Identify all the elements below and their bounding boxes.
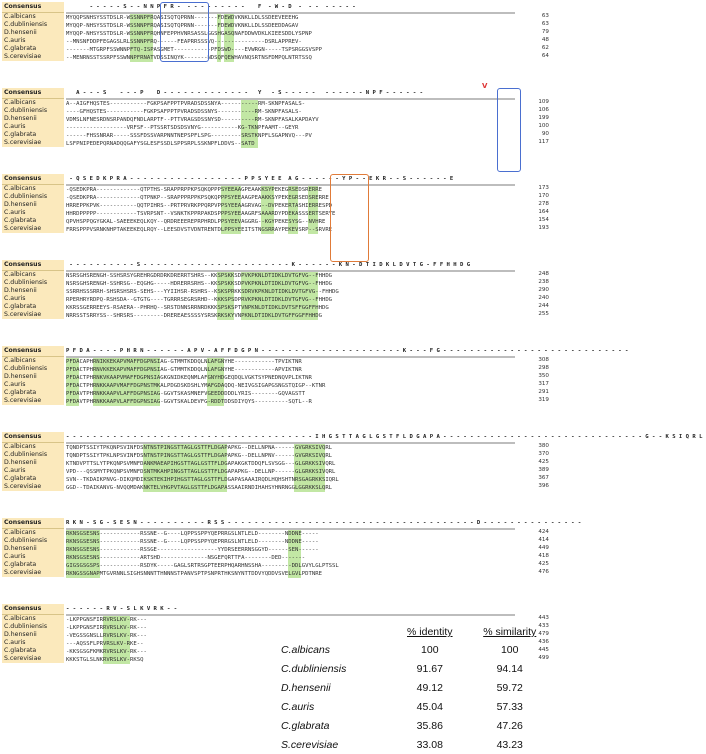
- similarity-col-header: % similarity: [483, 626, 537, 638]
- sequence-row: NRRSSTSRRYSS--SHRSRS---------DREREAESSSSYSRSKRKSKYVNPKNLDTIDKLDVTGFFGGFFHHDG: [66, 313, 322, 319]
- sequence-row: NSRSGHSRENGH-SSHRSG--EQGHG-----HDRERRSRHS--KKSPSKKSDPVKPKNLDTIDKLDVTGFVG--FHHDG: [66, 281, 333, 287]
- position-number: 248: [538, 271, 549, 277]
- species-label: D.hensenii: [4, 287, 37, 294]
- position-number: 449: [538, 545, 549, 551]
- position-numbers: [519, 432, 549, 490]
- species-label: C.auris: [4, 381, 26, 388]
- species-label: D.hensenii: [4, 201, 37, 208]
- consensus-label: Consensus: [2, 174, 64, 185]
- similarity-value: 100: [500, 643, 519, 656]
- sequence-row: ----GFHQSTES-----------FGKPSAFPPTPVRADSDSSNYS-----------RM-SKNPFASALS-: [66, 109, 302, 115]
- species-label: S.cerevisiae: [4, 139, 42, 146]
- species-labels: [2, 346, 64, 405]
- position-number: 436: [538, 639, 549, 645]
- species-labels: [2, 88, 64, 147]
- position-number: 424: [538, 529, 549, 535]
- position-number: 443: [538, 615, 549, 621]
- sequence-row: GGD--TDAIKANVG-NVQQMDAKNKTELVHGPVTAGLGSTTFLDGAPASSAAIRNDIHAHSYHNRNGGLGGRKKSLQRL: [66, 485, 333, 491]
- species-labels: [2, 604, 64, 663]
- species-label: C.dubliniensis: [4, 623, 48, 630]
- consensus-sequence: - - - - - - - - - - - - - - - - - - - - - - - - - - - - - - - - - - - - - I H G S T T A G L G S T F L D G A P A - - - - - - - - - - - - - - - - - - - - - - - - - - - - - - G - - K S I Q R L: [66, 434, 706, 440]
- species-name: C.albicans: [281, 643, 331, 656]
- species-label: D.hensenii: [4, 373, 37, 380]
- species-name: C.auris: [281, 700, 315, 713]
- identity-table: [277, 626, 550, 754]
- species-col-header: [277, 626, 390, 640]
- consensus-sequence: - - - - - S - - N N P F R - - - - - - - - - - F - W - D - - - - - - - -: [66, 4, 366, 10]
- species-label: D.hensenii: [4, 29, 37, 36]
- sequence-row: --MNSNFDDPFEGAGSLRLSSNNPFRQ------FEAPRRSSSVQ---------------DSRLAPPREV-: [66, 39, 302, 45]
- npf-motif-box: [497, 88, 521, 172]
- species-name: C.glabrata: [281, 719, 330, 732]
- position-number: 117: [538, 139, 549, 145]
- species-name: D.hensenii: [281, 681, 331, 694]
- species-label: C.glabrata: [4, 45, 37, 52]
- species-label: D.hensenii: [4, 545, 37, 552]
- position-number: 278: [538, 201, 549, 207]
- sequence-row: PFDACTPHRNVKKEKAPVMAFFDGPNSIAG-GTMMTKDDQLNLAFGNYHE------------APVIKTNR: [66, 367, 302, 373]
- consensus-label: Consensus: [2, 260, 64, 271]
- sequence-row: PFDACTPHRNKKAAPVMAFFDGPNSTMKALPDGDSKDSHLYMAFGDAQDQ-NEIVGSIGAPGSNGSTQIGP--KTNR: [66, 383, 326, 389]
- table-row: [277, 697, 550, 716]
- species-label: S.cerevisiae: [4, 225, 42, 232]
- sequence-row: RPERHRYRDPQ-RSHSDA--GTGTG----TGRRRSEGRSRHD--KKKSPSDPRVKPKNLDTIDKLDVTGFVG--FHHDG: [66, 297, 333, 303]
- v-marker: V: [482, 82, 488, 90]
- position-number: 418: [538, 553, 549, 559]
- species-labels: [2, 2, 64, 61]
- sequence-row: ---AQSSFLPRVRSLKV-RKE--: [66, 641, 144, 647]
- identity-value: 49.12: [416, 681, 443, 694]
- position-number: 63: [541, 13, 549, 19]
- sequence-row: RKNGSSGNAPMTGVRNNLSIGHSNNNTTHNNNSTPANVSPTPSNPRTHKSNYNTTDDVYQDDVSVELGVLPDTNRE: [66, 571, 322, 577]
- sequence-row: RKNSGSESNS------------RSSNE--G----LQPPSSPPYQEPRRGSLNTLELD--------NDDNE-----: [66, 531, 319, 537]
- species-label: C.glabrata: [4, 561, 37, 568]
- ppsyee-motif-box: [330, 174, 369, 262]
- consensus-label: Consensus: [2, 346, 64, 357]
- sequence-row: VPD---QSSMYTPKQNPSVMNFDSNTMKAHPINGSTTAGLGSTTFLDGAPAPKG--DELLNP------GLGRKKSIVQRL: [66, 469, 336, 475]
- position-number: 62: [541, 45, 549, 51]
- sequence-row: PFDACTPHRNKVKAAPVMAFFDGPNSIAGKGNIDKEQNMLAFGNYHDGEQDQLVGKTSYPNEDNQVPLIKTNR: [66, 375, 312, 381]
- species-label: C.albicans: [4, 615, 36, 622]
- position-number: 154: [538, 217, 549, 223]
- sequence-row: --MENRNSSTSSRPFSSWNNPFRNATVDSSINQYK-------NDSQFQEWHAVNQSRTNSFDMPQLNTRTSSQ: [66, 55, 312, 61]
- position-number: 109: [538, 99, 549, 105]
- species-label: C.auris: [4, 467, 26, 474]
- position-number: 290: [538, 287, 549, 293]
- sequence-row: -QSEDKPRA-------------QTPTHS-SRAPPRPPKPSQKQPPPSYEEAAGPEAAKKSYPEKEGRSEDSRERRE: [66, 187, 322, 193]
- species-label: C.albicans: [4, 529, 36, 536]
- position-number: 414: [538, 537, 549, 543]
- sequence-row: SVN--TKDAIKPNVG-DIKQMDIKSKTEKIHPIHGSTTAGLGSTTFLDGAPASAAAIRQDLHQHSHTNRSGAGRKKSIQRL: [66, 477, 339, 483]
- species-label: C.auris: [4, 639, 26, 646]
- sequence-row: -QSEDKPRA-------------QTPNKP--SRAPPPRPPKPSQKQPPPSYEEAAGPEAAKKSYPEKEGRSEDSRERRE: [66, 195, 329, 201]
- species-name: C.dubliniensis: [281, 662, 347, 675]
- sequence-row: VDMSLNFNESRDNSRPANDQFNDLARPTF--PTTVRAGSDSSNYSD----------RM-SKNPFASALKAPDAYV: [66, 117, 319, 123]
- sequence-row: KKRSSGERREEYS-RSAERA--PHRHQ--SRSTDNNSRRNRDKKKSPSKSPTVNPKNLDTIDKLDVTSFFGGFFHHDG: [66, 305, 329, 311]
- position-number: 193: [538, 225, 549, 231]
- position-number: 64: [541, 53, 549, 59]
- species-label: C.glabrata: [4, 475, 37, 482]
- position-number: 425: [538, 561, 549, 567]
- sequence-rows: [66, 174, 515, 234]
- position-numbers: [519, 2, 549, 60]
- species-label: C.glabrata: [4, 647, 37, 654]
- sequence-rows: [66, 260, 515, 320]
- species-label: C.albicans: [4, 443, 36, 450]
- consensus-sequence: P F D A - - - - P H R N - - - - - - A P V - A F F D G P N - - - - - - - - - - - - - - - - - - - - - K - - - F G - - - - - - - - - - - - - - - - - - - - - - - - - - - -: [66, 348, 632, 354]
- position-number: 164: [538, 209, 549, 215]
- position-number: 396: [538, 483, 549, 489]
- species-label: S.cerevisiae: [4, 483, 42, 490]
- position-number: 380: [538, 443, 549, 449]
- similarity-value: 47.26: [496, 719, 523, 732]
- position-number: 240: [538, 295, 549, 301]
- sequence-row: TQNDPTSSIYTPKQNPSVINFDSNTNSTPINGSTTAGLGSTTFLDGAPAPKG--DELLNPNA------GVGRKSIVQRL: [66, 445, 333, 451]
- position-number: 100: [538, 123, 549, 129]
- position-number: 106: [538, 107, 549, 113]
- species-label: C.dubliniensis: [4, 451, 48, 458]
- species-label: C.dubliniensis: [4, 107, 48, 114]
- sequence-row: ------FHSSNRAR-----SSSFDSSVARPNNTNEPSPFLSPG---------SRSTKNPFLSGAPNVQ---PV: [66, 133, 312, 139]
- sequence-row: PFDACAPHRNIKKEKAPVMAFFDGPNSIAG-GTMMTKDDQLNLAFGNYHE------------TPVIKTNR: [66, 359, 302, 365]
- position-numbers: [519, 88, 549, 146]
- sequence-rows: [66, 88, 515, 148]
- species-label: C.glabrata: [4, 303, 37, 310]
- sequence-row: PFDAVTPHRNKKAAPVLAFFDGPNSIAG-GGVTSKASMNEFVGEEDDDDDLYRIS--------GQVAGSTT: [66, 391, 306, 397]
- position-number: 317: [538, 381, 549, 387]
- sequence-row: -LKPPGNSFIRRVRSLKV-RK---: [66, 625, 147, 631]
- position-number: 445: [538, 647, 549, 653]
- consensus-label: Consensus: [2, 2, 64, 13]
- position-number: 367: [538, 475, 549, 481]
- species-label: C.albicans: [4, 185, 36, 192]
- consensus-sequence: - Q S E D K P R A - - - - - - - - - - - - - - - - - P P S Y E E A G - - - - - - Y P - - E K R - - S - - - - - - E: [66, 176, 457, 182]
- similarity-value: 59.72: [496, 681, 523, 694]
- sequence-row: NSRSGHSRENGH-SSHSRSYGREHRGDRDRKDRERRTSHRS--KKSPSKKSDPVKPKNLDTIDKLDVTGFVG--FHHDG: [66, 273, 333, 279]
- sequence-row: A--AIGFHQSTES-----------FGKPSAFPPTPVRADSDSSNYA-----------RM-SKNPFASALS-: [66, 101, 306, 107]
- species-label: C.glabrata: [4, 217, 37, 224]
- species-label: C.albicans: [4, 99, 36, 106]
- identity-value: 91.67: [416, 662, 443, 675]
- species-label: C.auris: [4, 209, 26, 216]
- sequence-row: KKKSTGLSLNKRVRSLKV-RKSQ: [66, 657, 144, 663]
- position-numbers: [519, 518, 549, 576]
- sequence-row: -KKSGSGFKMKRVRSLKV-RK---: [66, 649, 147, 655]
- position-number: 479: [538, 631, 549, 637]
- species-labels: [2, 260, 64, 319]
- position-number: 308: [538, 357, 549, 363]
- consensus-label: Consensus: [2, 88, 64, 99]
- position-numbers: [519, 260, 549, 318]
- consensus-sequence: R K N - S G - S E S N - - - - - - - - - - R S S - - - - - - - - - - - - - - - - - - - - - - - - - - - - - - - - - - - - - D - - - - - - - - - - - - - - -: [66, 520, 585, 526]
- sequence-row: -VEGSSGNSLLRVRSLKV-RK---: [66, 633, 147, 639]
- sequence-row: MYQQP-NHSYSSTDSLR-WSSNNPFRQHNFEPPHVNRSASSLGGSHGASQNAFDDWVDKLKIEESDDLYSPNP: [66, 31, 312, 37]
- position-number: 291: [538, 389, 549, 395]
- sequence-row: -------MTGRPFSSWNNPFTQ-ISPASGMET-----------PFDSWD----EVWRGN-----TSPSRGGSVSPP: [66, 47, 322, 53]
- species-label: C.auris: [4, 295, 26, 302]
- species-labels: [2, 174, 64, 233]
- position-number: 433: [538, 623, 549, 629]
- consensus-sequence: - - - - - - - - - - S - - - - - - - - - - - - - - - - - - - - - - K - - - - - - K N - D T I D K L D V T G - F F H H D G: [66, 262, 474, 268]
- sequence-row: RKNSGSESNS------------RSSNE--G----LQPPSSPPYQEPRRGSLNTLELD--------NDDNE-----: [66, 539, 319, 545]
- position-number: 90: [541, 131, 549, 137]
- species-labels: [2, 432, 64, 491]
- species-label: C.glabrata: [4, 131, 37, 138]
- similarity-value: 57.33: [496, 700, 523, 713]
- consensus-label: Consensus: [2, 604, 64, 615]
- species-label: C.albicans: [4, 357, 36, 364]
- identity-value: 35.86: [416, 719, 443, 732]
- consensus-sequence: - - - - - - R V - S L K V R K - -: [66, 606, 181, 612]
- species-label: C.dubliniensis: [4, 537, 48, 544]
- sequence-row: PFDAVTPHRNKKAAPVLAFFDGPNSIAG-GGVTSKALDEVFG-RDDTDDSDIYQYS----------SQTL--R: [66, 399, 312, 405]
- npf-motif-box: [160, 2, 209, 62]
- sequence-row: QPVHSPPQGYGKAL-SAEEEKEQLKQY--QRDREEEREPRPHRDLPPSYEEVAGGRG--KGYPEKESYSG--NVHRE: [66, 219, 326, 225]
- position-number: 476: [538, 569, 549, 575]
- sequence-row: MYQQPSNHSYSSTDSLR-WSSNNPFRQASISQTQPRNN-------FDEWDVKNKLLDLSSDEEVEEEHG: [66, 15, 299, 21]
- consensus-sequence: A - - - S - - - P D - - - - - - - - - - - - - Y - S - - - - - - - - - - - N P F - - - - - -: [66, 90, 427, 96]
- species-label: C.dubliniensis: [4, 279, 48, 286]
- identity-value: 45.04: [416, 700, 443, 713]
- species-labels: [2, 518, 64, 577]
- position-number: 499: [538, 655, 549, 661]
- species-label: S.cerevisiae: [4, 53, 42, 60]
- position-number: 425: [538, 459, 549, 465]
- position-number: 79: [541, 29, 549, 35]
- species-label: S.cerevisiae: [4, 569, 42, 576]
- species-label: C.albicans: [4, 271, 36, 278]
- position-number: 389: [538, 467, 549, 473]
- species-label: C.auris: [4, 553, 26, 560]
- position-number: 255: [538, 311, 549, 317]
- sequence-row: MYQQP-NHSYSSTDSLR-WSSNNPFRQASISQTQPRNN-------FDEWDVKNKLLDLSSDEEDDAGAV: [66, 23, 299, 29]
- position-number: 173: [538, 185, 549, 191]
- species-label: C.auris: [4, 37, 26, 44]
- position-number: 238: [538, 279, 549, 285]
- sequence-row: HHRDPPPPP------------TSVRPSNT--VSNKTKPPRPAKDSPPPSYEEAAGRFSAAARDYPDEKASSSERTSERYE: [66, 211, 336, 217]
- sequence-row: LSFPNIPEDEPQRNADQQGAFYSGLESFSSDLSPPSRPLSSKNPFLDDVS--SATD: [66, 141, 255, 147]
- sequence-rows: [66, 2, 515, 62]
- position-numbers: [519, 346, 549, 404]
- sequence-row: RKNSGSESNS------------RSSGE------------------YYDRSEERRNSGGYD------SEN------: [66, 547, 319, 553]
- similarity-value: 43.23: [496, 738, 523, 751]
- position-number: 298: [538, 365, 549, 371]
- species-label: C.dubliniensis: [4, 365, 48, 372]
- species-label: C.dubliniensis: [4, 21, 48, 28]
- similarity-value: 94.14: [496, 662, 523, 675]
- table-row: [277, 716, 550, 735]
- species-label: D.hensenii: [4, 631, 37, 638]
- position-number: 199: [538, 115, 549, 121]
- sequence-row: -LKPPGNSFIRRVRSLKV-RK---: [66, 617, 147, 623]
- position-number: 370: [538, 451, 549, 457]
- table-row: [277, 640, 550, 659]
- species-label: C.dubliniensis: [4, 193, 48, 200]
- position-number: 319: [538, 397, 549, 403]
- position-number: 63: [541, 21, 549, 27]
- sequence-row: FRRSPPPVSRNKNHPTAKEEKEQLRQY--LEESDVSTVDNTRENTDLPPSYEEITSTNGSRRAYPEKEVSRP--SRVRE: [66, 227, 333, 233]
- sequence-row: RKNSGSESNS------------ARTSHD--------------NSGEFQRTTFA--------DED-------: [66, 555, 306, 561]
- species-name: S.cerevisiae: [281, 738, 339, 751]
- species-label: C.auris: [4, 123, 26, 130]
- position-number: 48: [541, 37, 549, 43]
- sequence-row: KTNDVPTTSLYTPKQNPSVMNFDANKMAEAPIHGSTTAGLGSTTFLDGAPAKGKTDDQFLSVSGG---GLGRKKSIVQRL: [66, 461, 336, 467]
- consensus-label: Consensus: [2, 518, 64, 529]
- consensus-label: Consensus: [2, 432, 64, 443]
- species-label: S.cerevisiae: [4, 397, 42, 404]
- species-label: S.cerevisiae: [4, 311, 42, 318]
- table-row: [277, 735, 550, 754]
- table-row: [277, 659, 550, 678]
- sequence-row: TQNDPTSSIYTPKLNPSVINFDSNTNSTPINGSTTAGLGSTTFLDGAPAPKG--DELLNPNV------GVGRKSIVQRL: [66, 453, 333, 459]
- position-numbers: [519, 174, 549, 232]
- position-number: 244: [538, 303, 549, 309]
- sequence-row: HRREPPKPVK-----------QQTPIHRS--PRTPRVRKPPQRPVPPSYEEAAGRVAG--DVPEKERTASHIERRESPD: [66, 203, 333, 209]
- sequence-row: SSRRHSSSRRH-SHSRSHSRS-SEHS---YYIIHSR-RSHRS--KSKSPRKKSDRVKPKNLDTIDKLDVTGFVG--FHHDG: [66, 289, 339, 295]
- species-label: C.glabrata: [4, 389, 37, 396]
- species-label: C.albicans: [4, 13, 36, 20]
- species-label: D.hensenii: [4, 115, 37, 122]
- species-label: D.hensenii: [4, 459, 37, 466]
- sequence-row: ------------------VRFSF--PTSSRTSDSDSVNYG-----------KG-TKNPFAAMT--GEYR: [66, 125, 299, 131]
- species-label: S.cerevisiae: [4, 655, 42, 662]
- identity-col-header: % identity: [407, 626, 453, 638]
- identity-value: 100: [421, 643, 439, 656]
- identity-value: 33.08: [416, 738, 443, 751]
- sequence-row: GIGSGSGSPS------------RSDYK-----GAGLSRTRSGPTEERPHQARHNSSHA---------DDLGVYLGLPTSSL: [66, 563, 339, 569]
- position-number: 170: [538, 193, 549, 199]
- position-number: 350: [538, 373, 549, 379]
- table-row: [277, 678, 550, 697]
